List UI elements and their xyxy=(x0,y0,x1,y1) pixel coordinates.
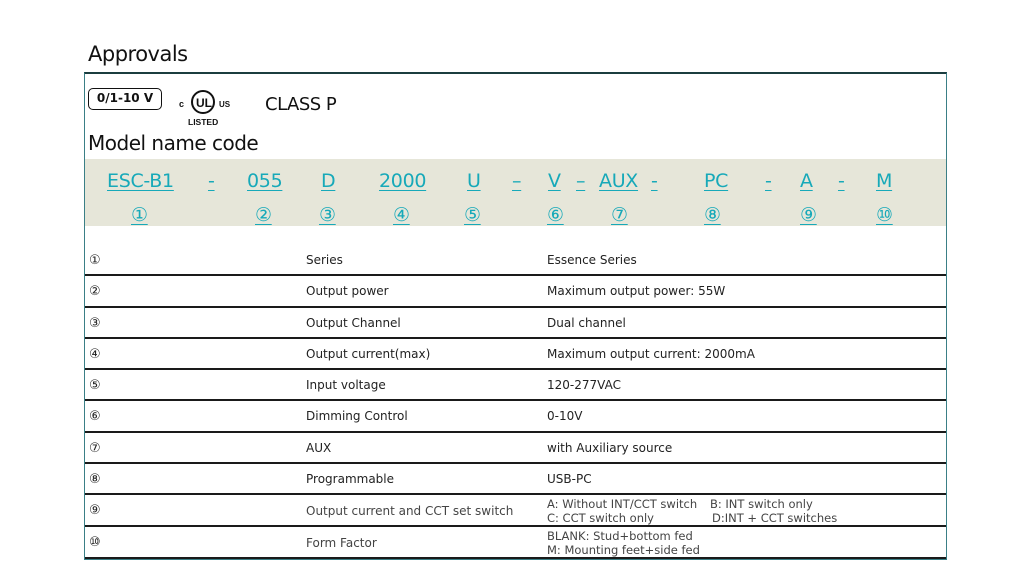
code-part-channel: D xyxy=(321,170,336,192)
spec-number: ⑧ xyxy=(89,472,101,487)
spec-row-cct-switch xyxy=(85,495,946,527)
spec-description: USB-PC xyxy=(547,472,592,486)
model-title: Model name code xyxy=(88,131,259,155)
spec-name: Output power xyxy=(306,284,389,298)
code-part-sep: - xyxy=(651,170,658,192)
code-part-series: ESC-B1 xyxy=(107,170,174,192)
spec-description: Dual channel xyxy=(547,316,626,330)
code-part-sep: - xyxy=(765,170,772,192)
code-part-sep: – xyxy=(512,170,522,192)
spec-description-c: C: CCT switch only xyxy=(547,511,654,525)
code-number: ⑨ xyxy=(800,204,817,226)
svg-text:LISTED: LISTED xyxy=(188,117,219,127)
ul-listed-logo-icon xyxy=(176,84,236,128)
spec-name: Output Channel xyxy=(306,316,401,330)
spec-number: ② xyxy=(89,284,101,299)
class-label: CLASS P xyxy=(265,94,337,115)
spec-row-programmable xyxy=(85,464,946,495)
code-part-switch: A xyxy=(800,170,813,192)
spec-name: Output current(max) xyxy=(306,347,431,361)
section-title: Approvals xyxy=(88,42,188,66)
spec-description-d: D:INT + CCT switches xyxy=(712,511,838,525)
spec-row-output-channel xyxy=(85,308,946,339)
voltage-badge: 0/1-10 V xyxy=(88,88,162,110)
spec-row-aux xyxy=(85,433,946,464)
spec-number: ⑨ xyxy=(89,503,101,518)
spec-name: AUX xyxy=(306,441,332,455)
code-part-current: 2000 xyxy=(379,170,427,192)
code-part-sep: - xyxy=(208,170,215,192)
code-part-power: 055 xyxy=(247,170,283,192)
spec-description-a: A: Without INT/CCT switch xyxy=(547,497,698,511)
code-part-voltage: U xyxy=(467,170,481,192)
code-number: ⑥ xyxy=(547,204,564,226)
spec-description: Maximum output power: 55W xyxy=(547,284,726,298)
code-part-dimming: V xyxy=(548,170,561,192)
spec-number: ⑦ xyxy=(89,441,101,456)
spec-name: Programmable xyxy=(306,472,395,486)
code-part-sep: – xyxy=(576,170,586,192)
spec-row-form-factor xyxy=(85,527,946,559)
code-part-programmable: PC xyxy=(704,170,729,192)
code-number: ③ xyxy=(319,204,336,226)
spec-name: Dimming Control xyxy=(306,409,408,423)
code-number: ⑦ xyxy=(611,204,628,226)
spec-row-output-current xyxy=(85,339,946,370)
spec-row-input-voltage xyxy=(85,370,946,401)
spec-description-line1: BLANK: Stud+bottom fed xyxy=(547,529,693,543)
spec-number: ⑤ xyxy=(89,378,101,393)
spec-row-dimming-control xyxy=(85,401,946,433)
code-part-aux: AUX xyxy=(599,170,639,192)
spec-number: ⑥ xyxy=(89,409,101,424)
code-part-form-factor: M xyxy=(876,170,893,192)
spec-description: 0-10V xyxy=(547,409,583,423)
svg-text:UL: UL xyxy=(196,96,212,110)
code-number: ⑧ xyxy=(704,204,721,226)
spec-name: Form Factor xyxy=(306,536,377,550)
spec-description: 120-277VAC xyxy=(547,378,621,392)
spec-row-output-power xyxy=(85,276,946,308)
spec-description-b: B: INT switch only xyxy=(710,497,813,511)
spec-name: Input voltage xyxy=(306,378,386,392)
spec-number: ⑩ xyxy=(89,535,101,550)
code-number: ① xyxy=(131,204,148,226)
svg-text:US: US xyxy=(219,100,231,109)
code-number: ⑤ xyxy=(464,204,481,226)
svg-text:c: c xyxy=(179,99,185,109)
code-part-sep: - xyxy=(838,170,845,192)
spec-row-series xyxy=(85,245,946,276)
spec-description-line2: M: Mounting feet+side fed xyxy=(547,543,700,557)
spec-name: Series xyxy=(306,253,343,267)
spec-number: ③ xyxy=(89,316,101,331)
spec-description: with Auxiliary source xyxy=(547,441,673,455)
code-number: ④ xyxy=(393,204,410,226)
spec-description: Essence Series xyxy=(547,253,637,267)
spec-number: ① xyxy=(89,253,101,268)
code-number: ⑩ xyxy=(876,204,893,226)
code-number: ② xyxy=(255,204,272,226)
spec-name: Output current and CCT set switch xyxy=(306,504,514,518)
spec-number: ④ xyxy=(89,347,101,362)
spec-description: Maximum output current: 2000mA xyxy=(547,347,755,361)
